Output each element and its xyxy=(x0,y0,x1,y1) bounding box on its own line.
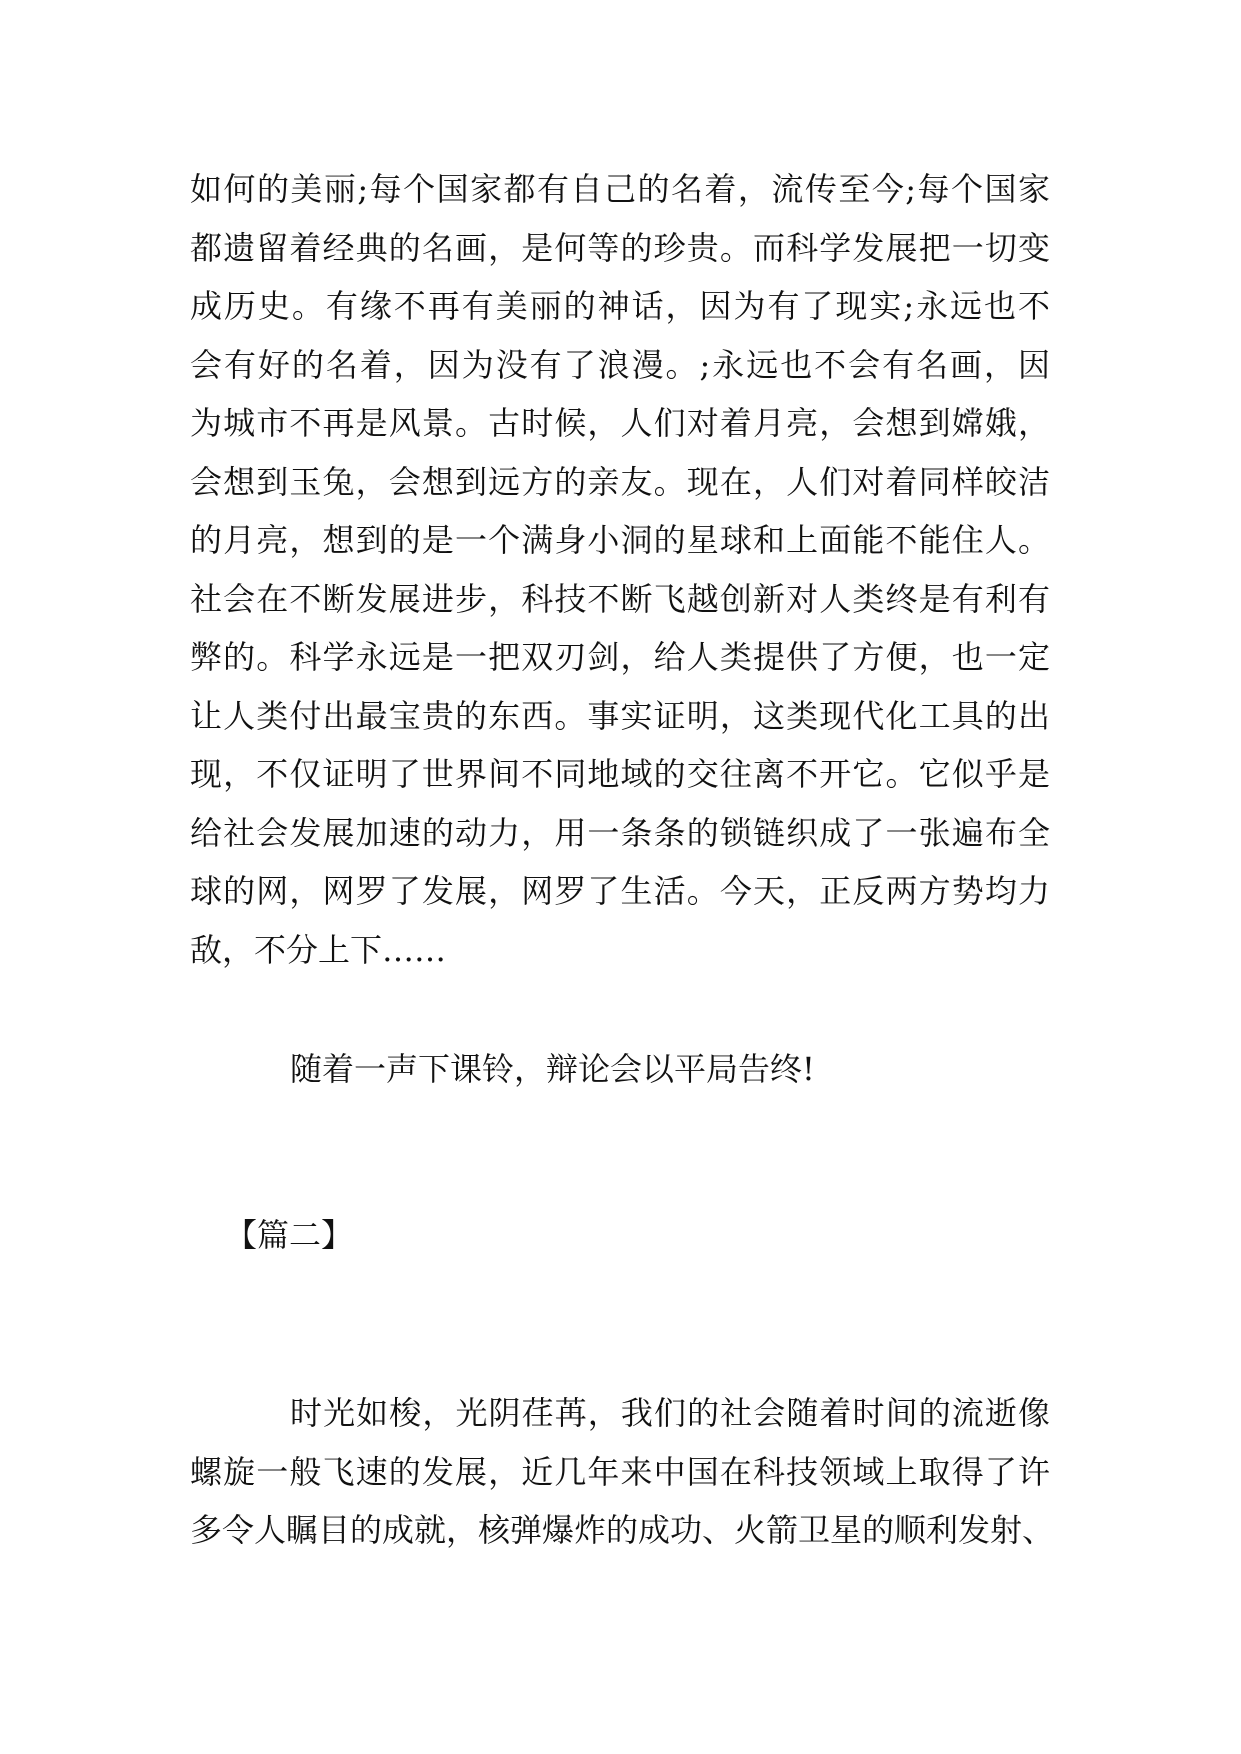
paragraph-3-line: 时光如梭，光阴荏苒，我们的社会随着时间的流逝像 xyxy=(290,1394,1050,1432)
paragraph-1-line: 都遗留着经典的名画，是何等的珍贵。而科学发展把一切变 xyxy=(190,228,1050,267)
section-heading xyxy=(225,1206,1085,1265)
paragraph-1-line: 为城市不再是风景。古时候，人们对着月亮，会想到嫦娥， xyxy=(190,404,1050,442)
paragraph-1-line: 敌，不分上下…… xyxy=(190,930,447,969)
paragraph-3-line: 多令人瞩目的成就，核弹爆炸的成功、火箭卫星的顺利发射、 xyxy=(190,1511,1055,1549)
paragraph-1-line: 让人类付出最宝贵的东西。事实证明，这类现代化工具的出 xyxy=(190,696,1050,735)
paragraph-1-line: 给社会发展加速的动力，用一条条的锁链织成了一张遍布全 xyxy=(190,813,1050,852)
paragraph-1-line: 现，不仅证明了世界间不同地域的交往离不开它。它似乎是 xyxy=(190,755,1050,793)
paragraph-1-line: 会有好的名着，因为没有了浪漫。;永远也不会有名画，因 xyxy=(190,345,1050,384)
paragraph-1-line: 球的网，网罗了发展，网罗了生活。今天，正反两方势均力 xyxy=(190,872,1050,910)
paragraph-1-line: 会想到玉兔，会想到远方的亲友。现在，人们对着同样皎洁 xyxy=(190,462,1050,501)
paragraph-1-line: 弊的。科学永远是一把双刃剑，给人类提供了方便，也一定 xyxy=(190,638,1050,676)
paragraph-1-line: 社会在不断发展进步，科技不断飞越创新对人类终是有利有 xyxy=(190,579,1050,618)
section-heading-text: 【篇二】 xyxy=(225,1216,354,1254)
paragraph-1-line: 成历史。有缘不再有美丽的神话，因为有了现实;永远也不 xyxy=(190,287,1050,325)
paragraph-1-line: 如何的美丽;每个国家都有自己的名着，流传至今;每个国家 xyxy=(190,170,1050,208)
paragraph-3 xyxy=(190,1384,1055,1560)
paragraph-2 xyxy=(190,1040,1050,1099)
paragraph-3-line: 螺旋一般飞速的发展，近几年来中国在科技领域上取得了许 xyxy=(190,1452,1050,1491)
paragraph-1 xyxy=(190,160,1050,979)
paragraph-1-line: 的月亮，想到的是一个满身小洞的星球和上面能不能住人。 xyxy=(190,521,1050,559)
paragraph-2-text: 随着一声下课铃，辩论会以平局告终! xyxy=(290,1050,815,1088)
